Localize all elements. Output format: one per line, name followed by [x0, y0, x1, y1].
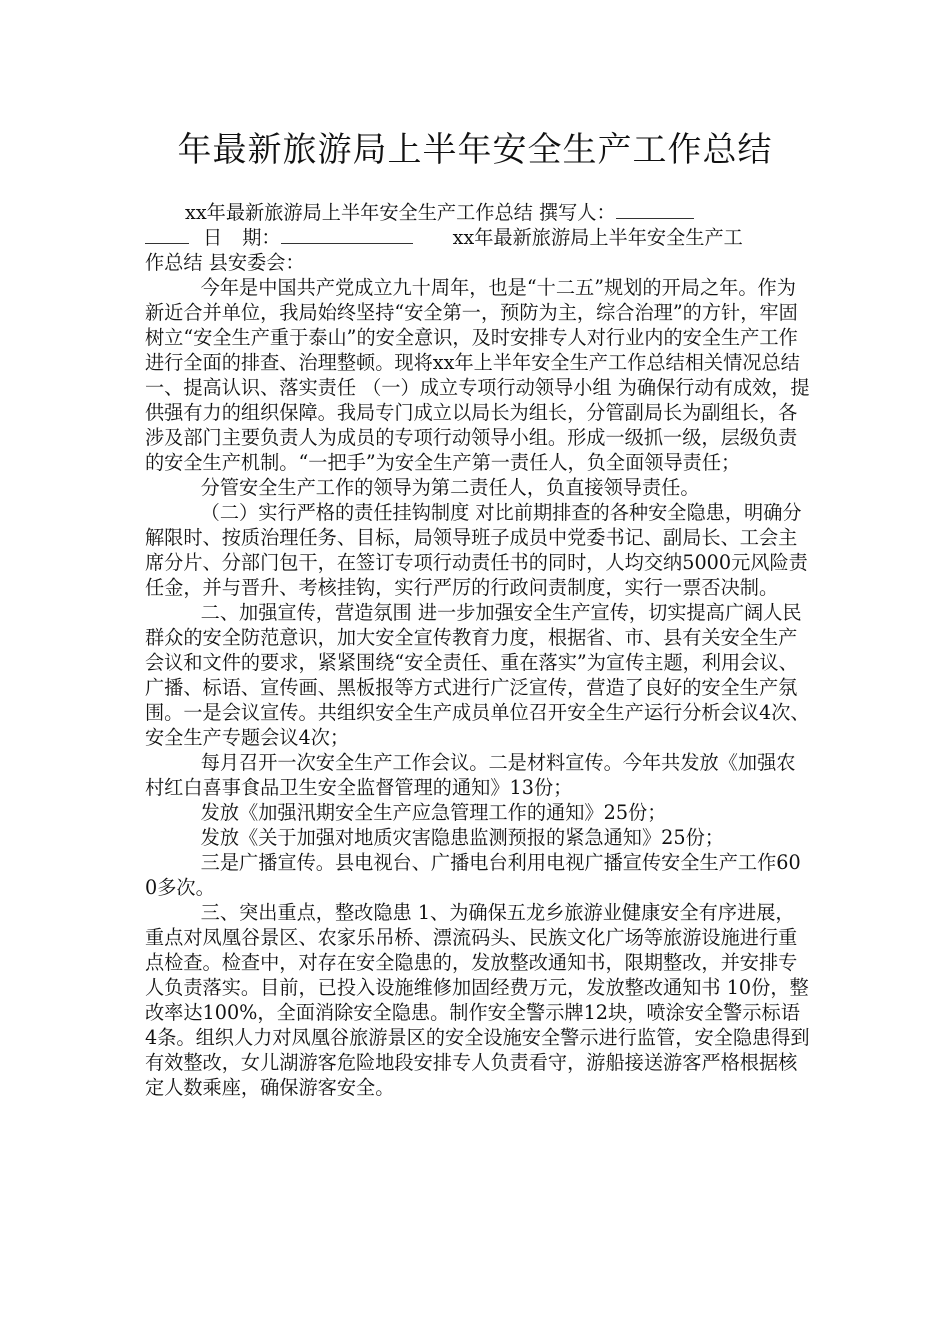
- paragraph-9: 三、突出重点，整改隐患 1、为确保五龙乡旅游业健康安全有序进展，重点对凤凰谷景区、农家乐吊桥、漂流码头、民族文化广场等旅游设施进行重点检查。检查中，对存在安全隐患的，发放整改通知书，限期整改，并安排专人负责落实。目前，已投入设施维修加固经费万元，发放整改通知书 10份，整改率达100%，全面消除安全隐患。制作安全警示牌12块，喷涂安全警示标语4条。组织人力对凤凰谷旅游景区的安全设施安全警示进行监管，安全隐患得到有效整改，女儿湖游客危险地段安排专人负责看守，游船接送游客严格根据核定人数乘座，确保游客安全。: [145, 901, 810, 1100]
- paragraph-7: 发放《关于加强对地质灾害隐患监测预报的紧急通知》25份；: [200, 826, 724, 850]
- paragraph-3: （二）实行严格的责任挂钩制度 对比前期排查的各种安全隐患，明确分解限时、按质治理任务、目标，局领导班子成员中党委书记、副局长、工会主席分片、分部门包干，在签订专项行动责任书的同时，人均交纳5000元风险责任金，并与晋升、考核挂钩，实行严厉的行政问责制度，实行一票否决制。: [145, 501, 808, 600]
- date-blank-line: [281, 225, 413, 244]
- paragraph-5: 每月召开一次安全生产工作会议。二是材料宣传。今年共发放《加强农村红白喜事食品卫生安全监督管理的通知》13份；: [145, 751, 796, 800]
- header-line2-text: xx年最新旅游局上半年安全生产工: [452, 226, 743, 250]
- paragraph-1: 今年是中国共产党成立九十周年，也是“十二五”规划的开局之年。作为新近合并单位，我局始终坚持“安全第一，预防为主，综合治理”的方针，牢固树立“安全生产重于泰山”的安全意识，及时安排专人对行业内的安全生产工作进行全面的排查、治理整顿。现将xx年上半年安全生产工作总结相关情况总结 一、提高认识、落实责任 （一）成立专项行动领导小组 为确保行动有成效，提供强有力的组织保障。我局专门成立以局长为组长，分管副局长为副组长，各涉及部门主要负责人为成员的专项行动领导小组。形成一级抓一级，层级负责的安全生产机制。“一把手”为安全生产第一责任人，负全面领导责任；: [145, 276, 810, 475]
- author-blank-line-continued: [145, 225, 189, 244]
- header-line3-text: 作总结 县安委会：: [145, 251, 305, 275]
- document-body: [145, 200, 810, 1100]
- paragraph-4: 二、加强宣传，营造氛围 进一步加强安全生产宣传，切实提高广阔人民群众的安全防范意识，加大安全宣传教育力度，根据省、市、县有关安全生产会议和文件的要求，紧紧围绕“安全责任、重在落实”为宣传主题，利用会议、广播、标语、宣传画、黑板报等方式进行广泛宣传，营造了良好的安全生产氛围。一是会议宣传。共组织安全生产成员单位召开安全生产运行分析会议4次、安全生产专题会议4次；: [145, 601, 810, 750]
- paragraph-6: 发放《加强汛期安全生产应急管理工作的通知》25份；: [200, 801, 667, 825]
- header-block: [145, 200, 810, 275]
- paragraph-2: 分管安全生产工作的领导为第二责任人，负直接领导责任。: [200, 476, 700, 500]
- author-blank-line: [616, 200, 694, 219]
- document-title: 年最新旅游局上半年安全生产工作总结: [177, 130, 773, 170]
- date-label-1: 日: [203, 226, 223, 250]
- paragraph-8: 三是广播宣传。县电视台、广播电台利用电视广播宣传安全生产工作600多次。: [145, 851, 801, 900]
- header-line1-text: xx年最新旅游局上半年安全生产工作总结 撰写人：: [185, 201, 616, 225]
- date-label-2: 期：: [242, 226, 281, 250]
